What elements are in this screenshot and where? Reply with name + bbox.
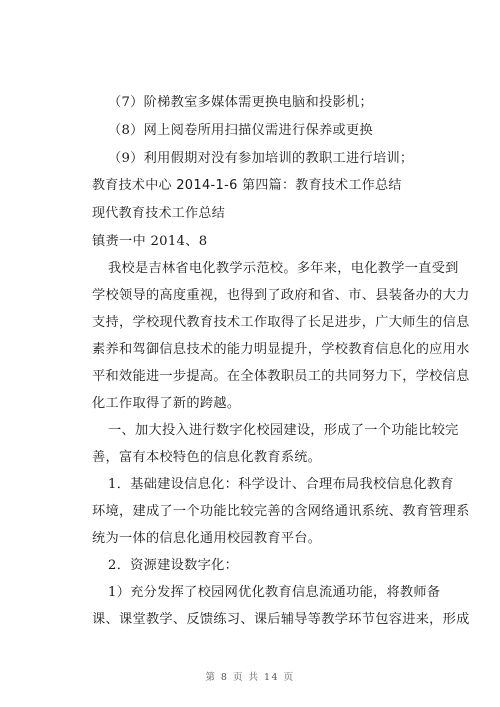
- paragraph-2-line-2: 善，富有本校特色的信息化教育系统。: [92, 450, 322, 465]
- paragraph-5-line-2: 课、课堂教学、反馈练习、课后辅导等教学环节包容进来，形成: [92, 612, 470, 627]
- list-item-9: （9）利用假期对没有参加培训的教职工进行培训；: [108, 151, 414, 166]
- paragraph-1-line-4: 素养和驾御信息技术的能力明显提升，学校教育信息化的应用水: [92, 342, 470, 357]
- paragraph-3-line-2: 环境，建成了一个功能比较完善的含网络通讯系统、教育管理系: [92, 504, 470, 519]
- author-date-line: 镇赉一中 2014、8: [92, 234, 208, 249]
- paragraph-1-line-2: 学校领导的高度重视，也得到了政府和省、市、县装备办的大力: [92, 288, 470, 303]
- paragraph-1-line-6: 化工作取得了新的跨越。: [92, 396, 241, 411]
- paragraph-1-line-5: 平和效能进一步提高。在全体教职员工的共同努力下，学校信息: [92, 369, 470, 384]
- paragraph-5-line-1: 1）充分发挥了校园网优化教育信息流通功能，将教师备: [108, 585, 441, 600]
- paragraph-3-line-1: 1．基础建设信息化：科学设计、合理布局我校信息化教育: [108, 477, 454, 492]
- section-header-line: 教育技术中心 2014-1-6 第四篇：教育技术工作总结: [92, 178, 402, 193]
- paragraph-2-line-1: 一、加大投入进行数字化校园建设，形成了一个功能比较完: [108, 423, 459, 438]
- page-footer: 第 8 页 共 14 页: [205, 672, 295, 683]
- paragraph-4-line-1: 2．资源建设数字化：: [108, 558, 239, 573]
- paragraph-1-line-1: 我校是吉林省电化教学示范校。多年来，电化教学一直受到: [108, 261, 459, 276]
- paragraph-3-line-3: 统为一体的信息化通用校园教育平台。: [92, 531, 322, 546]
- list-item-8: （8）网上阅卷所用扫描仪需进行保养或更换: [108, 123, 373, 138]
- document-title: 现代教育技术工作总结: [92, 206, 226, 221]
- paragraph-1-line-3: 支持，学校现代教育技术工作取得了长足进步，广大师生的信息: [92, 315, 470, 330]
- list-item-7: （7）阶梯教室多媒体需更换电脑和投影机；: [108, 95, 373, 110]
